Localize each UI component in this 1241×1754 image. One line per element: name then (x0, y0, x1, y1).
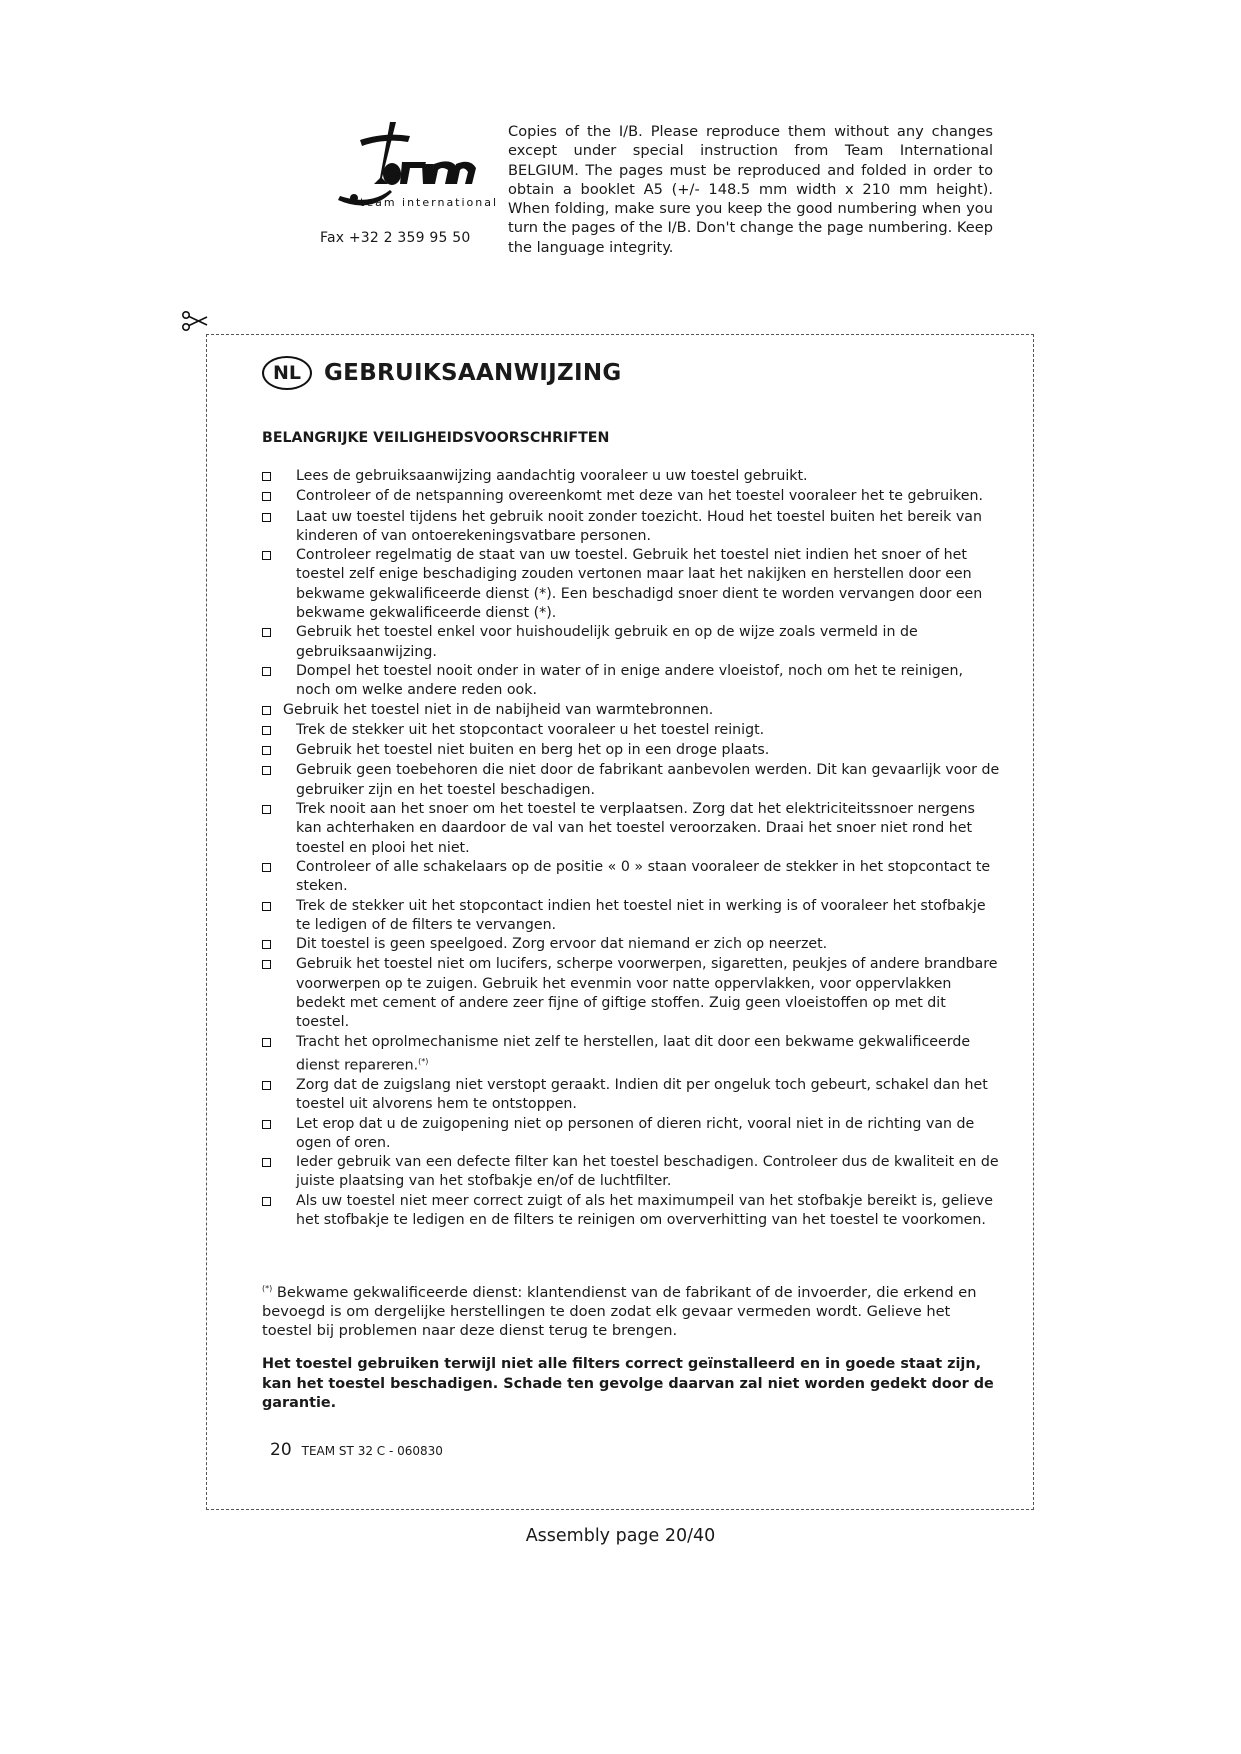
checkbox-bullet-icon (262, 935, 296, 955)
checkbox-bullet-icon (262, 508, 296, 547)
warranty-warning: Het toestel gebruiken terwijl niet alle filters correct geïnstalleerd en in goede staat zijn, kan het toestel beschadigen. Schade ten gevolge daarvan zal niet worden gedekt door de garantie. (262, 1356, 994, 1411)
checkbox-bullet-icon (262, 546, 296, 623)
fax-number: Fax +32 2 359 95 50 (320, 230, 471, 246)
checkbox-bullet-icon (262, 741, 296, 761)
page-footer (270, 1440, 443, 1460)
checkbox-bullet-icon (262, 1115, 296, 1154)
reproduction-instructions: Copies of the I/B. Please reproduce them without any changes except under special instruction from Team International BELGIUM. The pages must be reproduced and folded in order to obtain a booklet A5 (+/- 148.5 mm width x 210 mm height). When folding, make sure you keep the good numbering when you turn the pages of the I/B. Don't change the page numbering. Keep the language integrity. (508, 123, 993, 256)
footnote: (*) Bekwame gekwalificeerde dienst: klantendienst van de fabrikant of de invoerder, die erkend en bevoegd is om dergelijke herstellingen te doen zodat elk gevaar vermeden wordt. Gelieve het toestel bij problemen naar deze dienst terug te brengen. (262, 1283, 977, 1340)
checkbox-bullet-icon (262, 1153, 296, 1192)
list-item: Controleer of alle schakelaars op de positie « 0 » staan vooraleer de stekker in het stopcontact te steken. (262, 858, 1000, 897)
checkbox-bullet-icon (262, 897, 296, 936)
checkbox-bullet-icon (262, 1076, 296, 1115)
language-badge: NL (262, 356, 312, 390)
list-item: Gebruik het toestel niet buiten en berg het op in een droge plaats. (262, 741, 1000, 761)
checkbox-bullet-icon (262, 761, 296, 800)
assembly-page-label: Assembly page 20/40 (525, 1526, 716, 1546)
list-item: Dompel het toestel nooit onder in water of in enige andere vloeistof, noch om het te reinigen, noch om welke andere reden ook. (262, 662, 1000, 701)
manual-title (262, 356, 622, 390)
list-item: Trek nooit aan het snoer om het toestel te verplaatsen. Zorg dat het elektriciteitssnoer nergens kan achterhaken en daardoor de val van het toestel veroorzaken. Draai het snoer niet rond het toestel en plooi het niet. (262, 800, 1000, 858)
list-item: Tracht het oprolmechanisme niet zelf te herstellen, laat dit door een bekwame gekwalificeerde dienst repareren.(*) (262, 1033, 1000, 1076)
section-heading: BELANGRIJKE VEILIGHEIDSVOORSCHRIFTEN (262, 430, 610, 446)
checkbox-bullet-icon (262, 721, 296, 741)
safety-list (262, 467, 1000, 1230)
checkbox-bullet-icon (262, 1192, 296, 1231)
page-title: GEBRUIKSAANWIJZING (324, 360, 622, 386)
footnote-mark: (*) (262, 1284, 273, 1293)
list-item: Dit toestel is geen speelgoed. Zorg ervoor dat niemand er zich op neerzet. (262, 935, 1000, 955)
list-item: Controleer of de netspanning overeenkomt met deze van het toestel vooraleer het te gebruiken. (262, 487, 1000, 507)
list-item: Laat uw toestel tijdens het gebruik nooit zonder toezicht. Houd het toestel buiten het bereik van kinderen of van ontoerekeningsvatbare personen. (262, 508, 1000, 547)
checkbox-bullet-icon (262, 955, 296, 1032)
checkbox-bullet-icon (262, 487, 296, 507)
list-item: Gebruik het toestel niet in de nabijheid van warmtebronnen. (262, 701, 1000, 721)
checkbox-bullet-icon (262, 701, 283, 721)
logo-wordmark: team international (360, 196, 499, 209)
checkbox-bullet-icon (262, 858, 296, 897)
scissors-icon (181, 309, 211, 333)
list-item: Gebruik het toestel niet om lucifers, scherpe voorwerpen, sigaretten, peukjes of andere brandbare voorwerpen op te zuigen. Gebruik het evenmin voor natte oppervlakken, voor oppervlakken bedekt met cement of andere zeer fijne of giftige stoffen. Zuig geen vloeistoffen op met dit toestel. (262, 955, 1000, 1032)
list-item: Gebruik het toestel enkel voor huishoudelijk gebruik en op de wijze zoals vermeld in de gebruiksaanwijzing. (262, 623, 1000, 662)
list-item: Trek de stekker uit het stopcontact vooraleer u het toestel reinigt. (262, 721, 1000, 741)
checkbox-bullet-icon (262, 623, 296, 662)
list-item: Controleer regelmatig de staat van uw toestel. Gebruik het toestel niet indien het snoer of het toestel zelf enige beschadiging zouden vertonen maar laat het nakijken en herstellen door een bekwame gekwalificeerde dienst (*). Een beschadigd snoer dient te worden vervangen door een bekwame gekwalificeerde dienst (*). (262, 546, 1000, 623)
checkbox-bullet-icon (262, 662, 296, 701)
list-item: Lees de gebruiksaanwijzing aandachtig vooraleer u uw toestel gebruikt. (262, 467, 1000, 487)
list-item: Ieder gebruik van een defecte filter kan het toestel beschadigen. Controleer dus de kwaliteit en de juiste plaatsing van het stofbakje en/of de luchtfilter. (262, 1153, 1000, 1192)
list-item: Trek de stekker uit het stopcontact indien het toestel niet in werking is of vooraleer het stofbakje te ledigen of de filters te vervangen. (262, 897, 1000, 936)
list-item: Zorg dat de zuigslang niet verstopt geraakt. Indien dit per ongeluk toch gebeurt, schakel dan het toestel uit alvorens hem te ontstoppen. (262, 1076, 1000, 1115)
team-international-logo (330, 118, 499, 228)
page-number: 20 (270, 1440, 292, 1460)
checkbox-bullet-icon (262, 1033, 296, 1076)
checkbox-bullet-icon (262, 467, 296, 487)
checkbox-bullet-icon (262, 800, 296, 858)
list-item: Als uw toestel niet meer correct zuigt of als het maximumpeil van het stofbakje bereikt is, gelieve het stofbakje te ledigen en de filters te reinigen om oververhitting van het toestel te voorkomen. (262, 1192, 1000, 1231)
document-code: TEAM ST 32 C - 060830 (301, 1444, 443, 1458)
footnote-reference: (*) (418, 1056, 429, 1066)
list-item: Gebruik geen toebehoren die niet door de fabrikant aanbevolen werden. Dit kan gevaarlijk voor de gebruiker zijn en het toestel beschadigen. (262, 761, 1000, 800)
list-item: Let erop dat u de zuigopening niet op personen of dieren richt, vooral niet in de richting van de ogen of oren. (262, 1115, 1000, 1154)
